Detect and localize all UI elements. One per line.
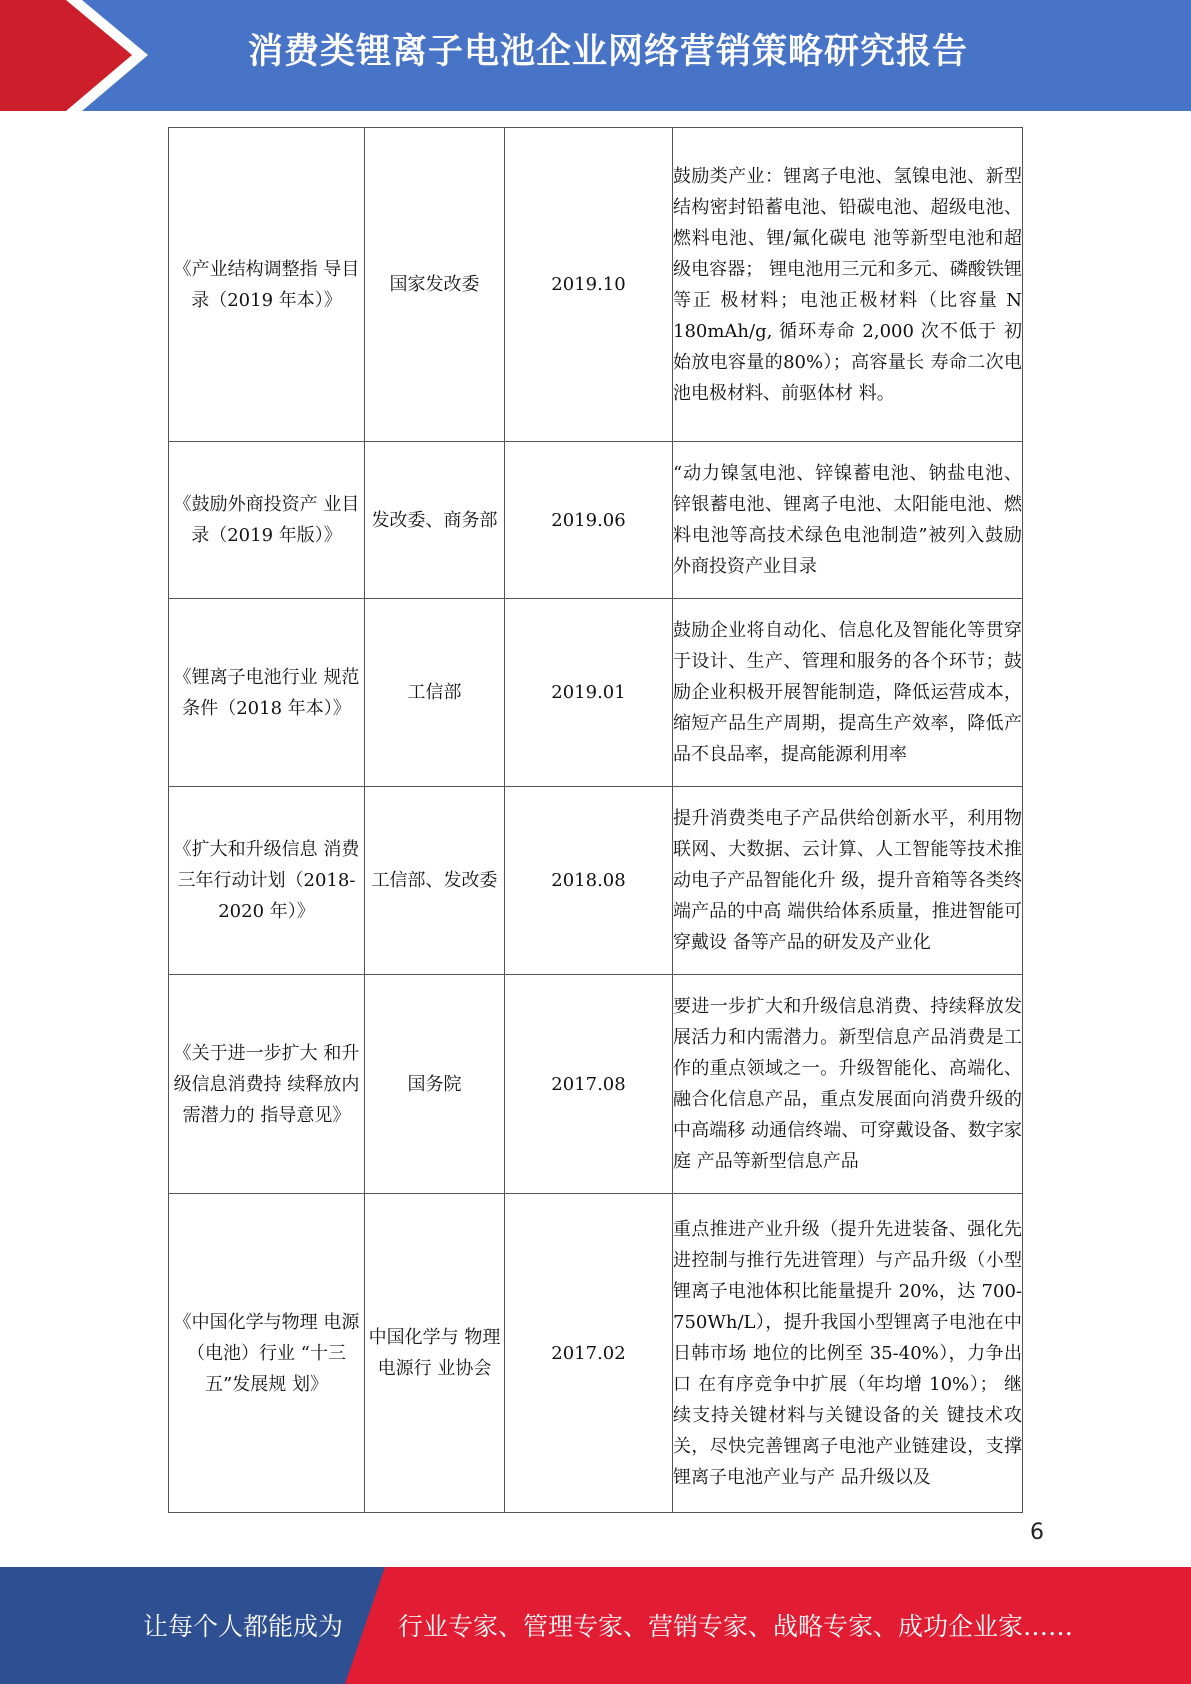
policy-name: 《产业结构调整指 导目录（2019 年本）》 <box>169 128 365 442</box>
policy-content: 要进一步扩大和升级信息消费、持续释放发展活力和内需潜力。新型信息产品消费是工作的重点领域之一。升级智能化、高端化、融合化信息产品，重点发展面向消费升级的中高端移 动通信终端、可穿戴设备、数字家庭 产品等新型信息产品 <box>673 975 1023 1194</box>
table-row <box>169 128 1023 442</box>
report-title: 消费类锂离子电池企业网络营销策略研究报告 <box>248 32 969 72</box>
policy-content: 鼓励类产业：锂离子电池、氢镍电池、新型结构密封铅蓄电池、铅碳电池、超级电池、燃料电池、锂/氟化碳电 池等新型电池和超级电容器； 锂电池用三元和多元、磷酸铁锂等正 极材料；电池正极材料（比容量 N 180mAh/g, 循环寿命 2,000 次不低于 初始放电容量的80%）；高容量长 寿命二次电池电极材料、前驱体材 料。 <box>673 128 1023 442</box>
page-number: 6 <box>1030 1520 1044 1545</box>
policy-content: 重点推进产业升级（提升先进装备、强化先进控制与推行先进管理）与产品升级（小型锂离子电池体积比能量提升 20%，达 700-750Wh/L），提升我国小型锂离子电池在中日韩市场 地位的比例至 35-40%），力争出口 在有序竞争中扩展（年均增 10%）； 继续支持关键材料与关键设备的关 键技术攻关，尽快完善锂离子电池产业链建设，支撑锂离子电池产业与产 品升级以及 <box>673 1194 1023 1513</box>
page-footer <box>0 1567 1191 1684</box>
policy-department: 中国化学与 物理电源行 业协会 <box>365 1194 505 1513</box>
policy-date: 2017.02 <box>505 1194 673 1513</box>
page-header <box>0 0 1191 111</box>
policy-department: 国务院 <box>365 975 505 1194</box>
footer-slogan-left: 让每个人都能成为 <box>143 1612 344 1641</box>
policy-date: 2019.01 <box>505 599 673 787</box>
policy-table <box>168 127 1023 1513</box>
table-row <box>169 442 1023 599</box>
policy-name: 《鼓励外商投资产 业目录（2019 年版）》 <box>169 442 365 599</box>
footer-slogan-right: 行业专家、管理专家、营销专家、战略专家、成功企业家…… <box>398 1612 1074 1641</box>
policy-department: 工信部、发改委 <box>365 787 505 975</box>
table-row <box>169 599 1023 787</box>
policy-department: 国家发改委 <box>365 128 505 442</box>
policy-department: 工信部 <box>365 599 505 787</box>
policy-name: 《关于进一步扩大 和升级信息消费持 续释放内需潜力的 指导意见》 <box>169 975 365 1194</box>
header-arrow-graphic <box>0 0 160 111</box>
policy-date: 2018.08 <box>505 787 673 975</box>
table-row <box>169 1194 1023 1513</box>
table-row <box>169 975 1023 1194</box>
policy-name: 《中国化学与物理 电源（电池）行业 “十三五”发展规 划》 <box>169 1194 365 1513</box>
policy-date: 2019.06 <box>505 442 673 599</box>
policy-date: 2017.08 <box>505 975 673 1194</box>
policy-name: 《锂离子电池行业 规范条件（2018 年本）》 <box>169 599 365 787</box>
policy-date: 2019.10 <box>505 128 673 442</box>
table-row <box>169 787 1023 975</box>
policy-content: 提升消费类电子产品供给创新水平，利用物联网、大数据、云计算、人工智能等技术推动电子产品智能化升 级，提升音箱等各类终端产品的中高 端供给体系质量，推进智能可穿戴设 备等产品的研发及产业化 <box>673 787 1023 975</box>
policy-content: “动力镍氢电池、锌镍蓄电池、钠盐电池、锌银蓄电池、锂离子电池、太阳能电池、燃料电池等高技术绿色电池制造”被列入鼓励外商投资产业目录 <box>673 442 1023 599</box>
policy-content: 鼓励企业将自动化、信息化及智能化等贯穿于设计、生产、管理和服务的各个环节；鼓励企业积极开展智能制造，降低运营成本，缩短产品生产周期，提高生产效率，降低产品不良品率，提高能源利用率 <box>673 599 1023 787</box>
policy-name: 《扩大和升级信息 消费三年行动计划（2018-2020 年）》 <box>169 787 365 975</box>
policy-department: 发改委、商务部 <box>365 442 505 599</box>
